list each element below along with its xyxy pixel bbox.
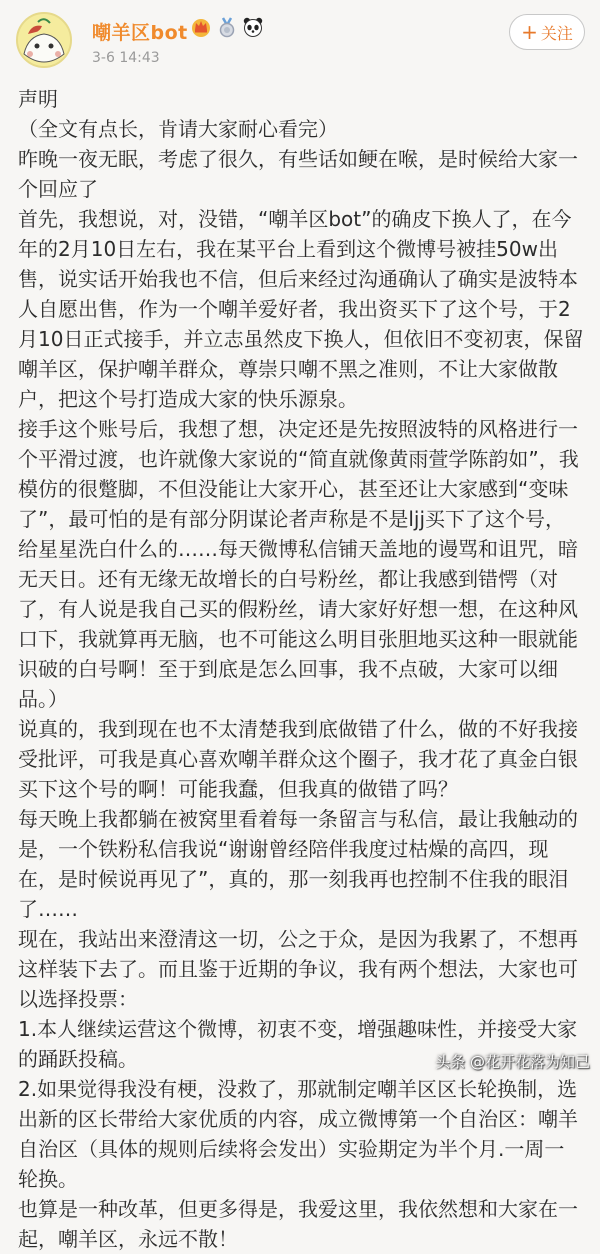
closing-paragraph: 也算是一种改革，但更多得是，我爱这里，我依然想和大家在一起，嘲羊区，永远不散！ [18, 1197, 578, 1251]
paragraph: 现在，我站出来澄清这一切，公之于众，是因为我累了，不想再这样装下去了。而且鉴于近期的争议，我有两个想法，大家也可以选择投票： [18, 927, 578, 1011]
option-2: 2.如果觉得我没有梗，没救了，那就制定嘲羊区区长轮换制，选出新的区长带给大家优质的内容，成立微博第一个自治区：嘲羊自治区（具体的规则后续将会发出）实验期定为半个月.一周一轮换。 [18, 1077, 578, 1191]
option-1: 1.本人继续运营这个微博，初衷不变，增强趣味性，并接受大家的踊跃投稿。 [18, 1017, 578, 1071]
paragraph: 首先，我想说，对，没错，“嘲羊区bot”的确皮下换人了，在今年的2月10日左右，我在某平台上看到这个微博号被挂50w出售，说实话开始我也不信，但后来经过沟通确认了确实是波特本人自愿出售，作为一个嘲羊爱好者，我出资买下了这个号，于2月10日正式接手，并立志虽然皮下换人，但依旧不变初衷，保留嘲羊区，保护嘲羊群众，尊崇只嘲不黑之准则，不让大家做散户，把这个号打造成大家的快乐源泉。 [18, 207, 584, 411]
watermark: 头条 @花开花落为知己 [435, 1053, 590, 1071]
follow-label: 关注 [540, 23, 573, 43]
statement-note: （全文有点长，肯请大家耐心看完） [18, 117, 338, 141]
post-body [18, 84, 584, 1254]
paragraph: 说真的，我到现在也不太清楚我到底做错了什么，做的不好我接受批评，可我是真心喜欢嘲羊群众这个圈子，我才花了真金白银买下这个号的啊！可能我蠢，但我真的做错了吗？ [18, 717, 578, 801]
paragraph: 昨晚一夜无眠，考虑了很久，有些话如鲠在喉，是时候给大家一个回应了 [18, 147, 578, 201]
paragraph: 每天晚上我都躺在被窝里看着每一条留言与私信，最让我触动的是，一个铁粉私信我说“谢谢曾经陪伴我度过枯燥的高四，现在，是时候说再见了”，真的，那一刻我再也控制不住我的眼泪了…… [18, 807, 578, 921]
paragraph: 接手这个账号后，我想了想，决定还是先按照波特的风格进行一个平滑过渡，也许就像大家说的“简直就像黄雨萱学陈韵如”，我模仿的很蹩脚，不但没能让大家开心，甚至还让大家感到“变味了”，最可怕的是有部分阴谋论者声称是不是ljj买下了这个号，给星星洗白什么的……每天微博私信铺天盖地的谩骂和诅咒，暗无天日。还有无缘无故增长的白号粉丝，都让我感到错愕（对了，有人说是我自己买的假粉丝，请大家好好想一想，在这种风口下，我就算再无脑，也不可能这么明目张胆地买这种一眼就能识破的白号啊！至于到底是怎么回事，我不点破，大家可以细品。） [18, 417, 579, 711]
post-header [0, 0, 600, 78]
avatar[interactable] [16, 12, 72, 68]
plus-icon: + [521, 20, 538, 44]
user-badges [190, 16, 264, 38]
username[interactable]: 嘲羊区bot [92, 22, 188, 44]
medal-badge-icon [216, 16, 238, 38]
panda-badge-icon [242, 16, 264, 38]
avatar-image [18, 14, 70, 66]
follow-button[interactable] [509, 14, 585, 50]
crown-badge-icon [190, 16, 212, 38]
post-timestamp: 3-6 14:43 [92, 50, 160, 66]
statement-title: 声明 [18, 87, 58, 111]
